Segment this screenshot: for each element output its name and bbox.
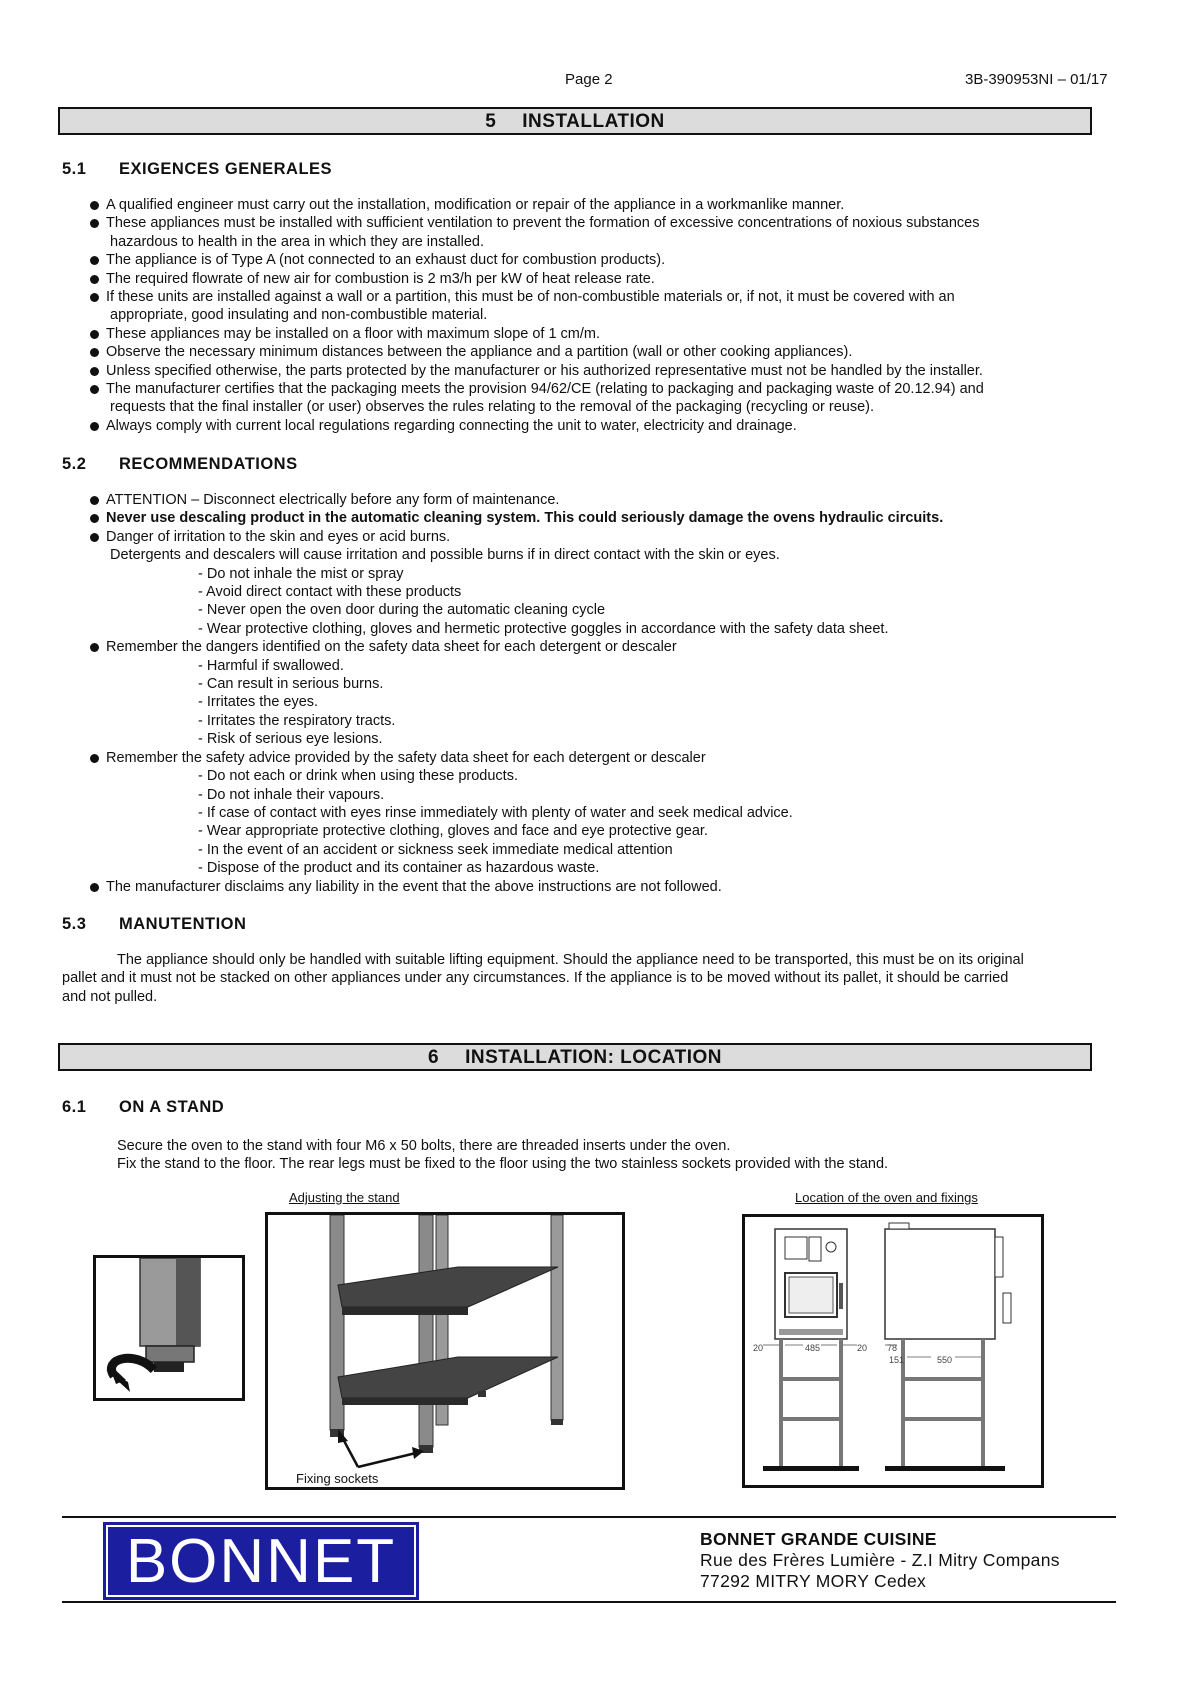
paragraph-line: and not pulled. <box>62 988 158 1005</box>
sub-item: - Never open the oven door during the automatic cleaning cycle <box>198 602 606 619</box>
item-text: The required flowrate of new air for combustion is 2 m3/h per kW of heat release rate. <box>106 270 655 287</box>
item-text-continued: appropriate, good insulating and non-combustible material. <box>110 307 488 324</box>
subsection-title: RECOMMENDATIONS <box>119 455 298 473</box>
dim-left: 20 <box>753 1343 764 1353</box>
paragraph-line: Secure the oven to the stand with four M6 x 50 bolts, there are threaded inserts under the oven. <box>117 1138 731 1154</box>
item-text: Always comply with current local regulations regarding connecting the unit to water, electricity and drainage. <box>106 417 797 434</box>
item-text: The appliance is of Type A (not connected to an exhaust duct for combustion products). <box>106 252 666 269</box>
section-5-heading <box>58 107 1092 135</box>
section-6-heading <box>58 1043 1092 1071</box>
sub-item: - Avoid direct contact with these products <box>198 584 462 601</box>
stand-figure <box>265 1212 625 1490</box>
foot-adjustment-figure <box>93 1255 245 1401</box>
list-item <box>90 343 1100 361</box>
sub-item: - Do not inhale their vapours. <box>198 786 385 803</box>
item-text-continued: hazardous to health in the area in which they are installed. <box>110 233 485 250</box>
handling-paragraph <box>62 951 1122 1006</box>
list-item <box>90 528 1100 638</box>
bonnet-logo <box>103 1522 419 1600</box>
sub-item: - Risk of serious eye lesions. <box>198 731 383 748</box>
footer-bottom-rule <box>62 1601 1116 1603</box>
fixing-sockets-label: Fixing sockets <box>296 1471 379 1486</box>
sub-item: - Do not inhale the mist or spray <box>198 565 404 582</box>
paragraph-line: pallet and it must not be stacked on other appliances under any circumstances. If the appliance is to be moved without its pallet, it should be carried <box>62 970 1009 987</box>
item-text-continued: Detergents and descalers will cause irritation and possible burns if in direct contact with the skin or eyes. <box>110 547 780 564</box>
location-figure <box>742 1214 1044 1488</box>
list-item <box>90 251 1100 269</box>
subsection-number: 5.1 <box>62 160 87 178</box>
location-caption: Location of the oven and fixings <box>795 1190 978 1205</box>
item-text: If these units are installed against a wall or a partition, this must be of non-combustible materials or, if not, it must be covered with an <box>106 289 955 306</box>
adjustable-foot-icon <box>96 1258 242 1398</box>
subsection-number: 6.1 <box>62 1098 87 1116</box>
item-text: Remember the safety advice provided by the safety data sheet for each detergent or descaler <box>106 749 706 766</box>
address-line: Rue des Frères Lumière - Z.I Mitry Compans <box>700 1550 1060 1570</box>
list-item <box>90 878 1100 896</box>
item-text: The manufacturer certifies that the packaging meets the provision 94/62/CE (relating to packaging and packaging waste of 20.12.94) and <box>106 381 984 398</box>
document-reference: 3B-390953NI – 01/17 <box>965 71 1108 88</box>
dim-b: 151 <box>889 1355 905 1365</box>
stand-instructions <box>117 1137 1117 1174</box>
subsection-title: ON A STAND <box>119 1098 225 1116</box>
sub-item: - Dispose of the product and its container as hazardous waste. <box>198 860 600 877</box>
section-number: 5 <box>485 111 497 132</box>
sub-item: - In the event of an accident or sickness seek immediate medical attention <box>198 841 673 858</box>
paragraph-line: The appliance should only be handled with suitable lifting equipment. Should the appliance need to be transported, this must be on its original <box>117 952 1024 968</box>
subsection-5-2-heading <box>62 455 298 474</box>
sub-list <box>106 767 1100 877</box>
list-item <box>90 270 1100 288</box>
list-item <box>90 509 1100 527</box>
dim-right: 20 <box>857 1343 868 1353</box>
address-line: 77292 MITRY MORY Cedex <box>700 1571 927 1591</box>
list-item <box>90 196 1100 214</box>
subsection-title: MANUTENTION <box>119 915 247 933</box>
dim-width: 485 <box>805 1343 821 1353</box>
logo-text: BONNET <box>125 1527 397 1596</box>
page-number: Page 2 <box>565 71 613 88</box>
sub-item: - Irritates the respiratory tracts. <box>198 712 396 729</box>
section-title: INSTALLATION: LOCATION <box>465 1047 722 1068</box>
subsection-6-1-heading <box>62 1098 224 1117</box>
sub-item: - Harmful if swallowed. <box>198 657 344 674</box>
sub-item: - Wear appropriate protective clothing, gloves and face and eye protective gear. <box>198 823 708 840</box>
item-text: A qualified engineer must carry out the installation, modification or repair of the appliance in a workmanlike manner. <box>106 197 845 213</box>
item-text: The manufacturer disclaims any liability in the event that the above instructions are not followed. <box>106 878 722 895</box>
subsection-number: 5.2 <box>62 455 87 473</box>
company-address <box>700 1529 1060 1592</box>
item-text: These appliances must be installed with sufficient ventilation to prevent the formation of excessive concentrations of noxious substances <box>106 215 980 232</box>
sub-item: - Can result in serious burns. <box>198 676 384 693</box>
list-item <box>90 362 1100 380</box>
stand-illustration <box>268 1215 622 1487</box>
list-item <box>90 288 1100 325</box>
sub-item: - Irritates the eyes. <box>198 694 319 711</box>
list-item <box>90 325 1100 343</box>
item-text: These appliances may be installed on a floor with maximum slope of 1 cm/m. <box>106 325 601 342</box>
dim-a: 78 <box>887 1343 898 1353</box>
list-item <box>90 380 1100 417</box>
list-item <box>90 417 1100 435</box>
item-text: Remember the dangers identified on the safety data sheet for each detergent or descaler <box>106 639 677 656</box>
subsection-5-1-heading <box>62 160 332 179</box>
footer-top-rule <box>62 1516 1116 1518</box>
dim-depth: 550 <box>937 1355 953 1365</box>
paragraph-line: Fix the stand to the floor. The rear legs must be fixed to the floor using the two stainless sockets provided with the stand. <box>117 1156 889 1173</box>
section-number: 6 <box>428 1047 440 1068</box>
subsection-5-3-heading <box>62 915 246 934</box>
section-title: INSTALLATION <box>522 111 665 132</box>
company-name: BONNET GRANDE CUISINE <box>700 1529 937 1549</box>
sub-item: - Do not each or drink when using these products. <box>198 768 518 785</box>
sub-item: - Wear protective clothing, gloves and hermetic protective goggles in accordance with the safety data sheet. <box>198 620 889 637</box>
sub-list <box>106 565 1100 639</box>
item-text: Observe the necessary minimum distances between the appliance and a partition (wall or other cooking appliances). <box>106 344 853 361</box>
subsection-number: 5.3 <box>62 915 87 933</box>
attention-text: ATTENTION – Disconnect electrically before any form of maintenance. <box>106 492 560 508</box>
list-item <box>90 214 1100 251</box>
list-item <box>90 749 1100 878</box>
item-text-continued: requests that the final installer (or user) observes the rules relating to the removal of the packaging (recycling or reuse). <box>110 399 875 416</box>
sub-item: - If case of contact with eyes rinse immediately with plenty of water and seek medical advice. <box>198 804 793 821</box>
warning-text: Never use descaling product in the automatic cleaning system. This could seriously damage the ovens hydraulic circuits. <box>106 510 944 527</box>
adjust-stand-caption: Adjusting the stand <box>289 1190 400 1205</box>
list-item <box>90 491 1100 509</box>
recommendations-list <box>90 491 1100 896</box>
item-text: Danger of irritation to the skin and eyes or acid burns. <box>106 528 451 545</box>
subsection-title: EXIGENCES GENERALES <box>119 160 333 178</box>
item-text: Unless specified otherwise, the parts protected by the manufacturer or his authorized representative must not be handled by the installer. <box>106 362 983 379</box>
sub-list <box>106 657 1100 749</box>
list-item <box>90 638 1100 748</box>
general-requirements-list <box>90 196 1100 435</box>
